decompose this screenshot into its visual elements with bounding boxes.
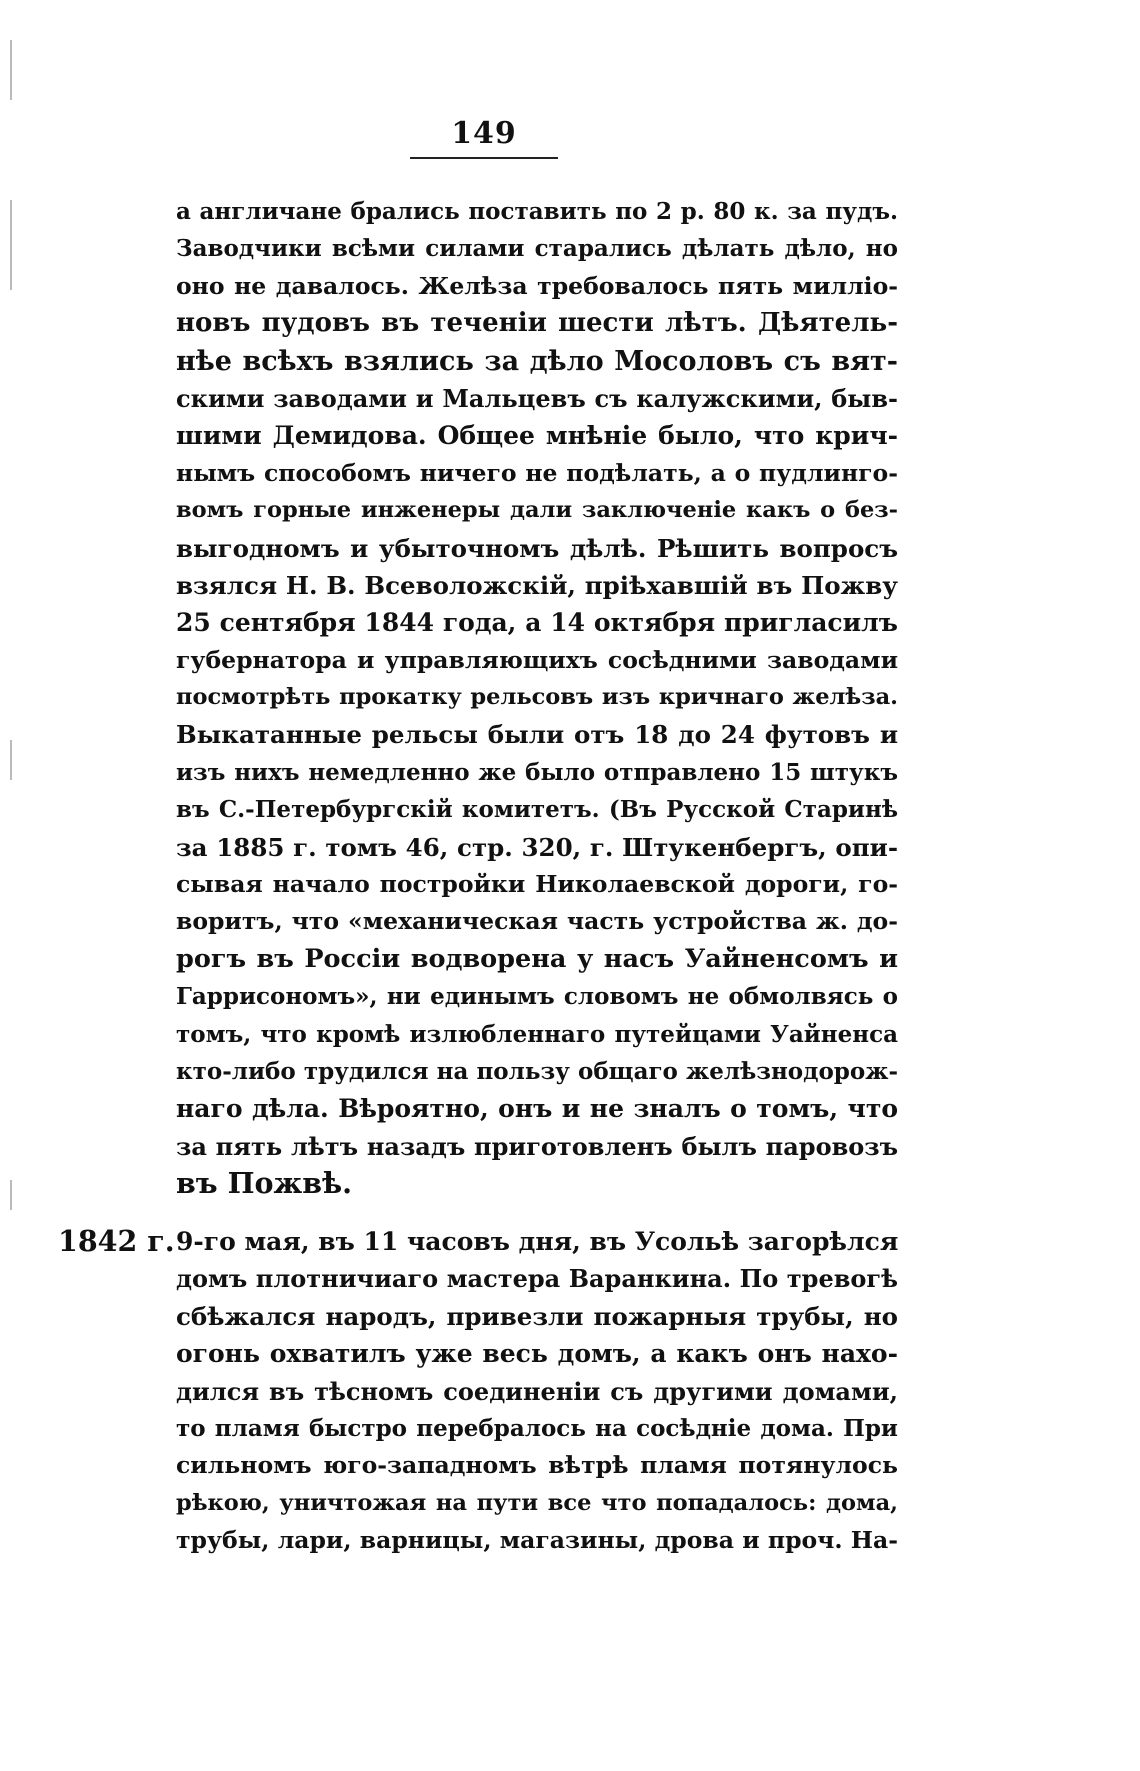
text-line: губернатора и управляющихъ сосѣдними заводами — [176, 645, 898, 674]
text-line: наго дѣла. Вѣроятно, онъ и не зналъ о томъ, что — [176, 1094, 898, 1124]
page-number: 149 — [451, 116, 517, 151]
text-line: 9-го мая, въ 11 часовъ дня, въ Усольѣ загорѣлся — [176, 1227, 899, 1256]
year-label: 1842 г. — [58, 1224, 175, 1258]
text-line: въ С.-Петербургскій комитетъ. (Въ Русской Старинѣ — [176, 796, 898, 824]
text-line: нѣе всѣхъ взялись за дѣло Мосоловъ съ вят- — [176, 345, 898, 377]
text-line: Заводчики всѣми силами старались дѣлать дѣло, но — [176, 235, 898, 263]
text-line: кто-либо трудился на пользу общаго желѣзнодорож- — [176, 1057, 898, 1085]
text-line: нымъ способомъ ничего не подѣлать, а о пудлинго- — [176, 458, 898, 487]
text-line: новъ пудовъ въ теченіи шести лѣтъ. Дѣятель- — [176, 308, 898, 339]
margin-scan-mark — [10, 200, 12, 290]
text-line: воритъ, что «механическая часть устройства ж. до- — [176, 907, 898, 936]
text-line: посмотрѣть прокатку рельсовъ изъ кричнаго желѣза. — [176, 684, 898, 711]
text-line: рѣкою, уничтожая на пути все что попадалось: дома, — [176, 1489, 898, 1516]
text-line: выгодномъ и убыточномъ дѣлѣ. Рѣшить вопросъ — [176, 533, 898, 563]
text-line: сильномъ юго-западномъ вѣтрѣ пламя потянулось — [176, 1451, 898, 1480]
text-line: Гаррисономъ», ни единымъ словомъ не обмолвясь о — [176, 983, 898, 1011]
margin-scan-mark — [10, 740, 12, 780]
text-line: въ Пожвѣ. — [176, 1166, 353, 1201]
paragraph-1 — [176, 193, 898, 1203]
text-line: огонь охватилъ уже весь домъ, а какъ онъ нахо- — [176, 1339, 898, 1369]
text-line: вомъ горные инженеры дали заключеніе какъ о без- — [176, 497, 898, 524]
text-line: томъ, что кромѣ излюбленнаго путейцами Уайненса — [176, 1020, 898, 1048]
margin-scan-mark — [10, 40, 12, 100]
text-line: рогъ въ Россіи водворена у насъ Уайненсомъ и — [176, 943, 898, 974]
text-line: за 1885 г. томъ 46, стр. 320, г. Штукенбергъ, опи- — [176, 832, 898, 862]
text-line: трубы, лари, варницы, магазины, дрова и проч. На- — [176, 1526, 898, 1555]
text-line: взялся Н. В. Всеволожскій, пріѣхавшій въ Пожву — [176, 570, 898, 600]
text-line: скими заводами и Мальцевъ съ калужскими, быв- — [176, 383, 898, 413]
text-line: домъ плотничиаго мастера Варанкина. По тревогѣ — [176, 1264, 898, 1294]
text-line: то пламя быстро перебралось на сосѣдніе дома. При — [176, 1414, 898, 1442]
text-line: шими Демидова. Общее мнѣніе было, что крич- — [176, 421, 898, 451]
text-line: дился въ тѣсномъ соединеніи съ другими домами, — [176, 1376, 898, 1406]
page-number-rule — [410, 157, 558, 159]
text-line: а англичане брались поставить по 2 р. 80 к. за пудъ. — [176, 198, 898, 225]
text-line: оно не давалось. Желѣза требовалось пять милліо- — [176, 271, 898, 300]
text-line: сбѣжался народъ, привезли пожарныя трубы, но — [176, 1301, 898, 1331]
text-line: Выкатанные рельсы были отъ 18 до 24 футовъ и — [176, 720, 898, 750]
text-line: 25 сентября 1844 года, а 14 октября пригласилъ — [176, 608, 898, 638]
paragraph-2 — [176, 1223, 898, 1560]
text-line: сывая начало постройки Николаевской дороги, го- — [176, 870, 898, 899]
margin-scan-mark — [10, 1180, 12, 1210]
text-line: за пять лѣтъ назадъ приготовленъ былъ паровозъ — [176, 1131, 898, 1161]
text-line: изъ нихъ немедленно же было отправлено 15 штукъ — [176, 758, 898, 786]
